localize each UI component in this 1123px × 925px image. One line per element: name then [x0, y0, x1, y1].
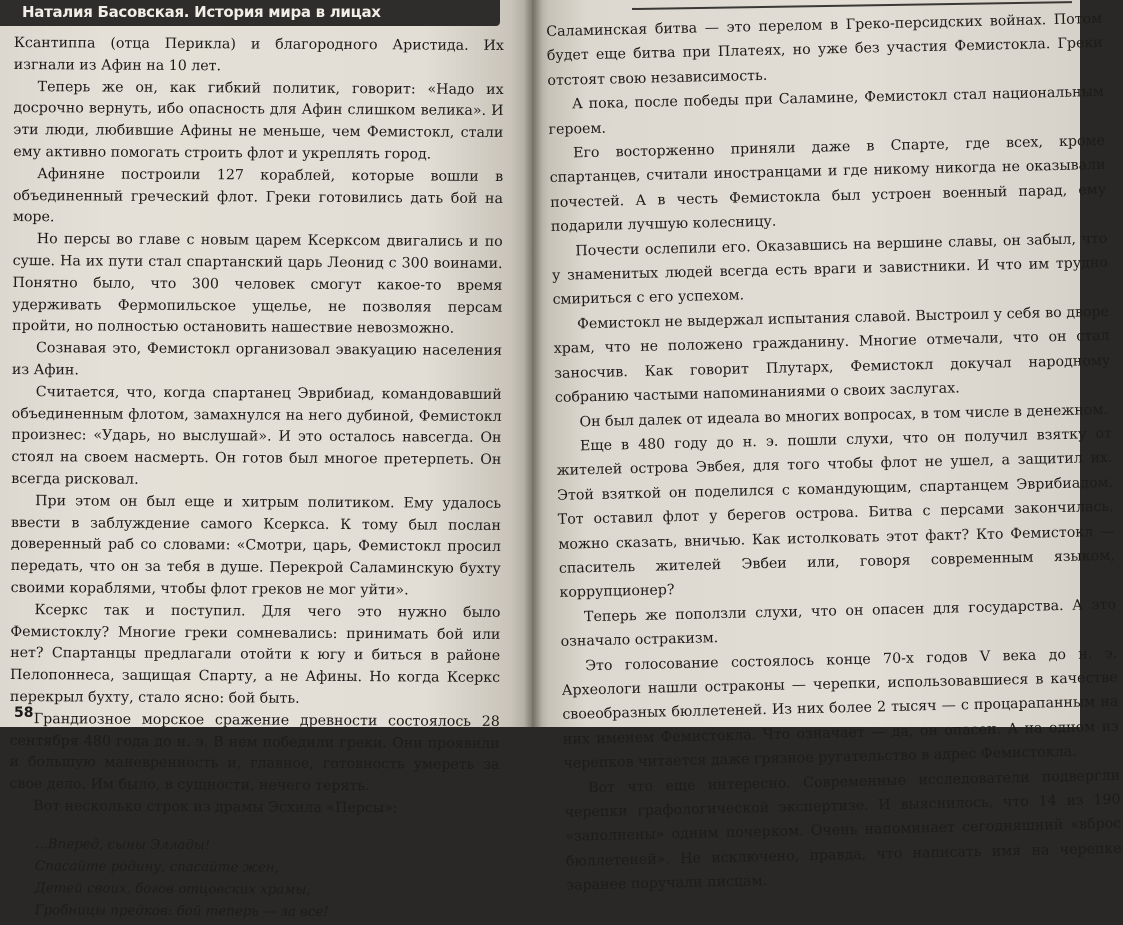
- left-page: [0, 0, 532, 920]
- poem-quote: [35, 834, 500, 925]
- paragraph: Афиняне построили 127 кораблей, которые вошли в объединенный греческий флот. Греки готовились дать бой на море.: [12, 165, 504, 226]
- paragraph: Грандиозное морское сражение древности состоялось 28 сентября 480 года до н. э. В нем победили греки. Они проявили и большую маневренность и, главное, готовность умереть за свое дело. Им было, в сущности, нечего терять.: [9, 710, 500, 795]
- paragraph: Это голосование состоялось конце 70-х годов V века до н. э. Археологи нашли остраконы — черепки, использовавшиеся в качестве своеобразных бюллетеней. Из них более 2 тысяч — с процарапанным на них именем Фемистокла. Что означает — да, он опасен. А на одном из черепков читается даже грязное ругательство в адрес Фемистокла.: [561, 645, 1119, 772]
- paragraph: Вот что еще интересно. Современные исследователи подвергли черепки графологической экспертизе. И выяснилось, что 14 из 190 «заполнены» одним почерком. Очень напоминает сегодняшний «вброс бюллетеней». Не исключено, правда, что написать имя на черепке заранее поручали писцам.: [564, 767, 1122, 894]
- paragraph: Почести ослепили его. Оказавшись на вершине славы, он забыл, что у знаменитых людей всегда есть враги и завистники. И что им трудно смириться с его успехом.: [551, 230, 1109, 309]
- paragraph: Сознавая это, Фемистокл организовал эвакуацию населения из Афин.: [11, 340, 503, 379]
- poem-line: ...Вперед, сыны Эллады!: [34, 836, 211, 853]
- paragraph: Он был далек от идеала во многих вопросах, в том числе в денежном.: [579, 401, 1109, 430]
- paragraph: Фемистокл не выдержал испытания славой. Выстроил у себя во дворе храм, что не положено гражданину. Многие отмечали, что он стал заносчив. Как говорит Плутарх, Фемистокл докучал народному собранию частыми напоминаниями о своих заслугах.: [553, 303, 1111, 406]
- running-head: Наталия Басовская. История мира в лицах: [22, 3, 381, 21]
- paragraph: Считается, что, когда спартанец Эврибиад, командовавший объединенным флотом, замахнулся на него дубиной, Фемистокл произнес: «Ударь, но выслушай». И это осталось навсегда. Он стоял на своем насмерть. Он готов был многое претерпеть. Он всегда рисковал.: [11, 383, 502, 488]
- book-gutter: [524, 0, 542, 727]
- running-head-bar: [0, 0, 500, 26]
- paragraph: Теперь же поползли слухи, что он опасен для государства. А это означало остракизм.: [560, 596, 1117, 650]
- page-number: 58: [14, 705, 34, 721]
- paragraph: Еще в 480 году до н. э. пошли слухи, что он получил взятку от жителей острова Эвбея, для того чтобы флот не ушел, а защитил их. Этой взяткой он поделился с командующим, спартанцем Эврибиадом. Тот оставил флот у берегов острова. Битва с персами закончилась, можно сказать, вничью. Как истолковать этот факт? Кто Фемистокл — спаситель жителей Эвбеи или, говоря современным языком, коррупционер?: [556, 425, 1115, 602]
- left-page-body: [9, 33, 504, 925]
- right-page-body: [546, 7, 1123, 898]
- paragraph: Ксеркс так и поступил. Для чего это нужно было Фемистоклу? Многие греки сомневались: принимать бой или нет? Спартанцы предлагали отойти к югу и биться в районе Пелопоннеса, защищая Спарту, а не Афины. Но когда Ксеркс перекрыл бухту, стало ясно: бой быть.: [9, 601, 501, 707]
- paragraph: Но персы во главе с новым царем Ксерксом двигались и по суше. На их пути стал спартанский царь Леонид с 300 воинами. Понятно было, что 300 человек смогут какое-то время удерживать Фермопильское ущелье, не позволяя персам пройти, но полностью остановить нашествие невозможно.: [12, 231, 503, 338]
- poem-line: Гробницы предков: бой теперь — за все!: [34, 902, 329, 920]
- right-page: [532, 0, 1122, 894]
- paragraph: Его восторженно приняли даже в Спарте, где всех, кроме спартанцев, считали иностранцами и где никому никогда не оказывали почестей. А в честь Фемистокла был устроен военный парад, ему подарили лучшую колесницу.: [549, 132, 1107, 236]
- poem-line: Детей своих, богов отцовских храмы,: [34, 880, 311, 898]
- poem-line: Спасайте родину, спасайте жен,: [34, 858, 279, 876]
- paragraph: А пока, после победы при Саламине, Фемистокл стал национальным героем.: [548, 84, 1105, 138]
- paragraph: Теперь же он, как гибкий политик, говорит: «Надо их досрочно вернуть, ибо опасность для Афин слишком велика». И эти люди, любившие Афины не меньше, чем Фемистокл, стали ему активно помогать строить флот и укреплять город.: [13, 78, 504, 163]
- paragraph: При этом он был еще и хитрым политиком. Ему удалось ввести в заблуждение самого Ксеркса. К тому был послан доверенный раб со словами: «Смотри, царь, Фемистокл просил передать, что он за тебя в душе. Перекрой Саламинскую бухту своими кораблями, чтобы флот греков не мог уйти».: [10, 492, 502, 599]
- paragraph: Вот несколько строк из драмы Эсхила «Персы»:: [33, 798, 398, 817]
- paragraph: Ксантиппа (отца Перикла) и благородного Аристида. Их изгнали из Афин на 10 лет.: [13, 34, 504, 75]
- paragraph: Саламинская битва — это перелом в Греко-персидских войнах. Потом будет еще битва при Платеях, но уже без участия Фемистокла. Греки отстоят свою независимость.: [546, 10, 1103, 89]
